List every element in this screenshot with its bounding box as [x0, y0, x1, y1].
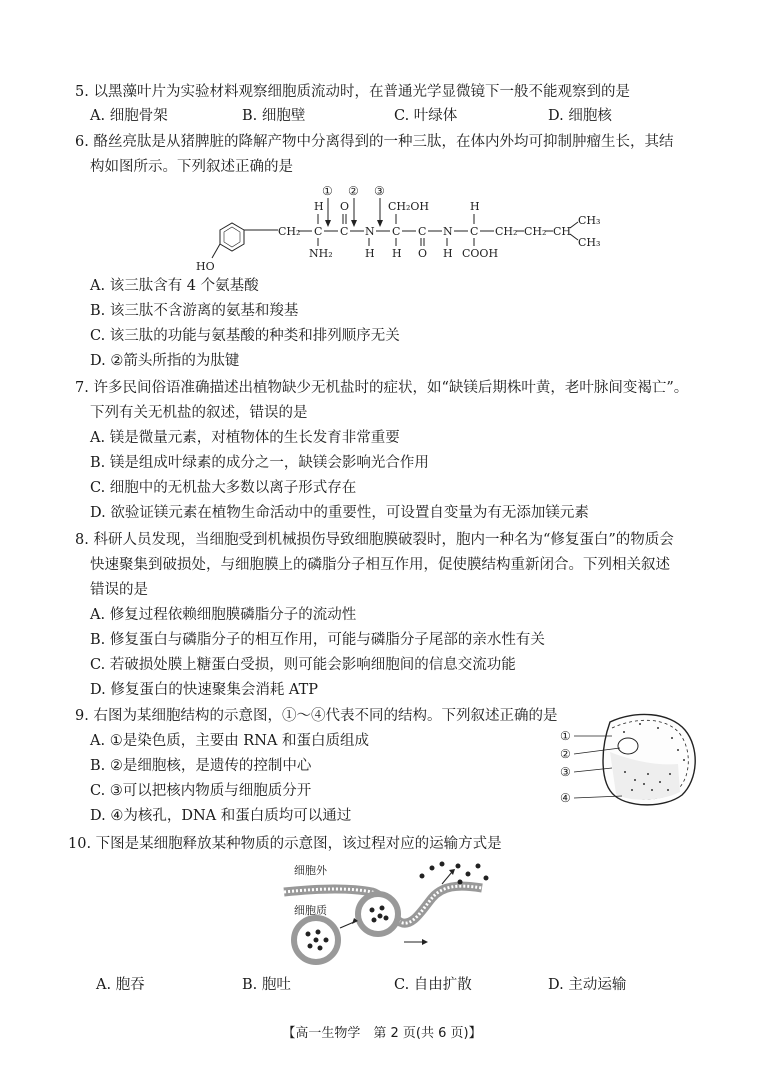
q6-label-h3: H	[470, 200, 480, 213]
q6-label-h-c3: H	[392, 247, 402, 260]
q6-label-cooh: COOH	[462, 247, 499, 260]
q5-stem: 5. 以黑藻叶片为实验材料观察细胞质流动时，在普通光学显微镜下一般不能观察到的是	[75, 84, 630, 100]
q10-option-d: D. 主动运输	[548, 977, 627, 993]
q5-option-b: B. 细胞壁	[242, 108, 306, 124]
q7-option-a: A. 镁是微量元素，对植物体的生长发育非常重要	[90, 430, 400, 446]
q10-stem: 10. 下图是某细胞释放某种物质的示意图，该过程对应的运输方式是	[68, 836, 502, 852]
q7-stem-line2: 下列有关无机盐的叙述，错误的是	[90, 405, 308, 421]
q6-stem-line1: 6. 酪丝亮肽是从猪脾脏的降解产物中分离得到的一种三肽，在体内外均可抑制肿瘤生长，其结	[75, 134, 674, 150]
q6-label-c4: C	[418, 225, 427, 238]
q6-label-ch2-b: CH₂	[495, 225, 518, 238]
q6-label-ch2-c: CH₂	[524, 225, 547, 238]
q6-label-ho: HO	[196, 260, 215, 273]
q8-option-b: B. 修复蛋白与磷脂分子的相互作用，可能与磷脂分子尾部的亲水性有关	[90, 632, 545, 648]
q6-option-d: D. ②箭头所指的为肽键	[90, 353, 240, 369]
q9-stem: 9. 右图为某细胞结构的示意图，①～④代表不同的结构。下列叙述正确的是	[75, 708, 558, 724]
q6-label-ch: CH	[553, 225, 572, 238]
q6-marker-3: ③	[374, 184, 385, 198]
q6-label-h1: H	[314, 200, 324, 213]
q9-option-c: C. ③可以把核内物质与细胞质分开	[90, 783, 312, 799]
q6-marker-2: ②	[348, 184, 359, 198]
q8-option-a: A. 修复过程依赖细胞膜磷脂分子的流动性	[90, 607, 357, 623]
q6-option-b: B. 该三肽不含游离的氨基和羧基	[90, 303, 299, 319]
q9-marker-2: ②	[560, 747, 571, 761]
q7-option-b: B. 镁是组成叶绿素的成分之一，缺镁会影响光合作用	[90, 455, 429, 471]
q8-option-d: D. 修复蛋白的快速聚集会消耗 ATP	[90, 682, 319, 698]
q9-option-d: D. ④为核孔，DNA 和蛋白质均可以通过	[90, 808, 352, 824]
q6-label-nh2: NH₂	[309, 247, 333, 260]
q6-label-n1: N	[365, 225, 375, 238]
q6-label-ch2-a: CH₂	[278, 225, 301, 238]
q9-marker-1: ①	[560, 729, 571, 743]
q5-option-c: C. 叶绿体	[394, 108, 458, 124]
q8-stem-line1: 8. 科研人员发现，当细胞受到机械损伤导致细胞膜破裂时，胞内一种名为“修复蛋白”的物质会	[75, 532, 674, 548]
q9-option-a: A. ①是染色质，主要由 RNA 和蛋白质组成	[90, 733, 369, 749]
q6-label-h-n2: H	[443, 247, 453, 260]
q10-option-c: C. 自由扩散	[394, 977, 472, 993]
q10-label-outside: 细胞外	[294, 864, 327, 877]
q6-label-ch3-a: CH₃	[578, 214, 600, 227]
q6-marker-1: ①	[322, 184, 333, 198]
page-footer: 【高一生物学 第 2 页(共 6 页)】	[282, 1026, 482, 1041]
q10-option-b: B. 胞吐	[242, 977, 291, 993]
q6-label-c5: C	[470, 225, 479, 238]
q6-option-c: C. 该三肽的功能与氨基酸的种类和排列顺序无关	[90, 328, 400, 344]
q6-structure-figure	[190, 180, 600, 275]
q6-label-h-n1: H	[365, 247, 375, 260]
q5-option-d: D. 细胞核	[548, 108, 612, 124]
q8-stem-line2: 快速聚集到破损处，与细胞膜上的磷脂分子相互作用，促使膜结构重新闭合。下列相关叙述	[90, 557, 670, 573]
q7-option-d: D. 欲验证镁元素在植物生命活动中的重要性，可设置自变量为有无添加镁元素	[90, 505, 589, 521]
q9-marker-4: ④	[560, 791, 571, 805]
q10-exocytosis-figure	[282, 858, 498, 966]
q5-options	[0, 106, 764, 126]
q8-option-c: C. 若破损处膜上糖蛋白受损，则可能会影响细胞间的信息交流功能	[90, 657, 516, 673]
q5-option-a: A. 细胞骨架	[90, 108, 168, 124]
q6-label-ch3-b: CH₃	[578, 236, 600, 249]
q6-stem-line2: 构如图所示。下列叙述正确的是	[90, 159, 293, 175]
q6-label-c1: C	[314, 225, 323, 238]
q7-option-c: C. 细胞中的无机盐大多数以离子形式存在	[90, 480, 357, 496]
q6-label-n2: N	[443, 225, 453, 238]
q6-option-a: A. 该三肽含有 4 个氨基酸	[90, 278, 259, 294]
q8-stem-line3: 错误的是	[90, 582, 148, 598]
q10-options	[0, 975, 764, 995]
q6-label-c2: C	[340, 225, 349, 238]
q6-label-o1: O	[340, 200, 350, 213]
q7-stem-line1: 7. 许多民间俗语准确描述出植物缺少无机盐时的症状，如“缺镁后期株叶黄，老叶脉间变褐亡”。	[75, 380, 689, 396]
q10-option-a: A. 胞吞	[96, 977, 145, 993]
q9-marker-3: ③	[560, 765, 571, 779]
q6-label-ch2oh: CH₂OH	[388, 200, 430, 213]
q6-label-o2: O	[418, 247, 428, 260]
q10-label-inside: 细胞质	[294, 904, 327, 917]
q6-label-c3: C	[392, 225, 401, 238]
q9-option-b: B. ②是细胞核，是遗传的控制中心	[90, 758, 312, 774]
q9-nucleus-figure	[560, 710, 710, 810]
